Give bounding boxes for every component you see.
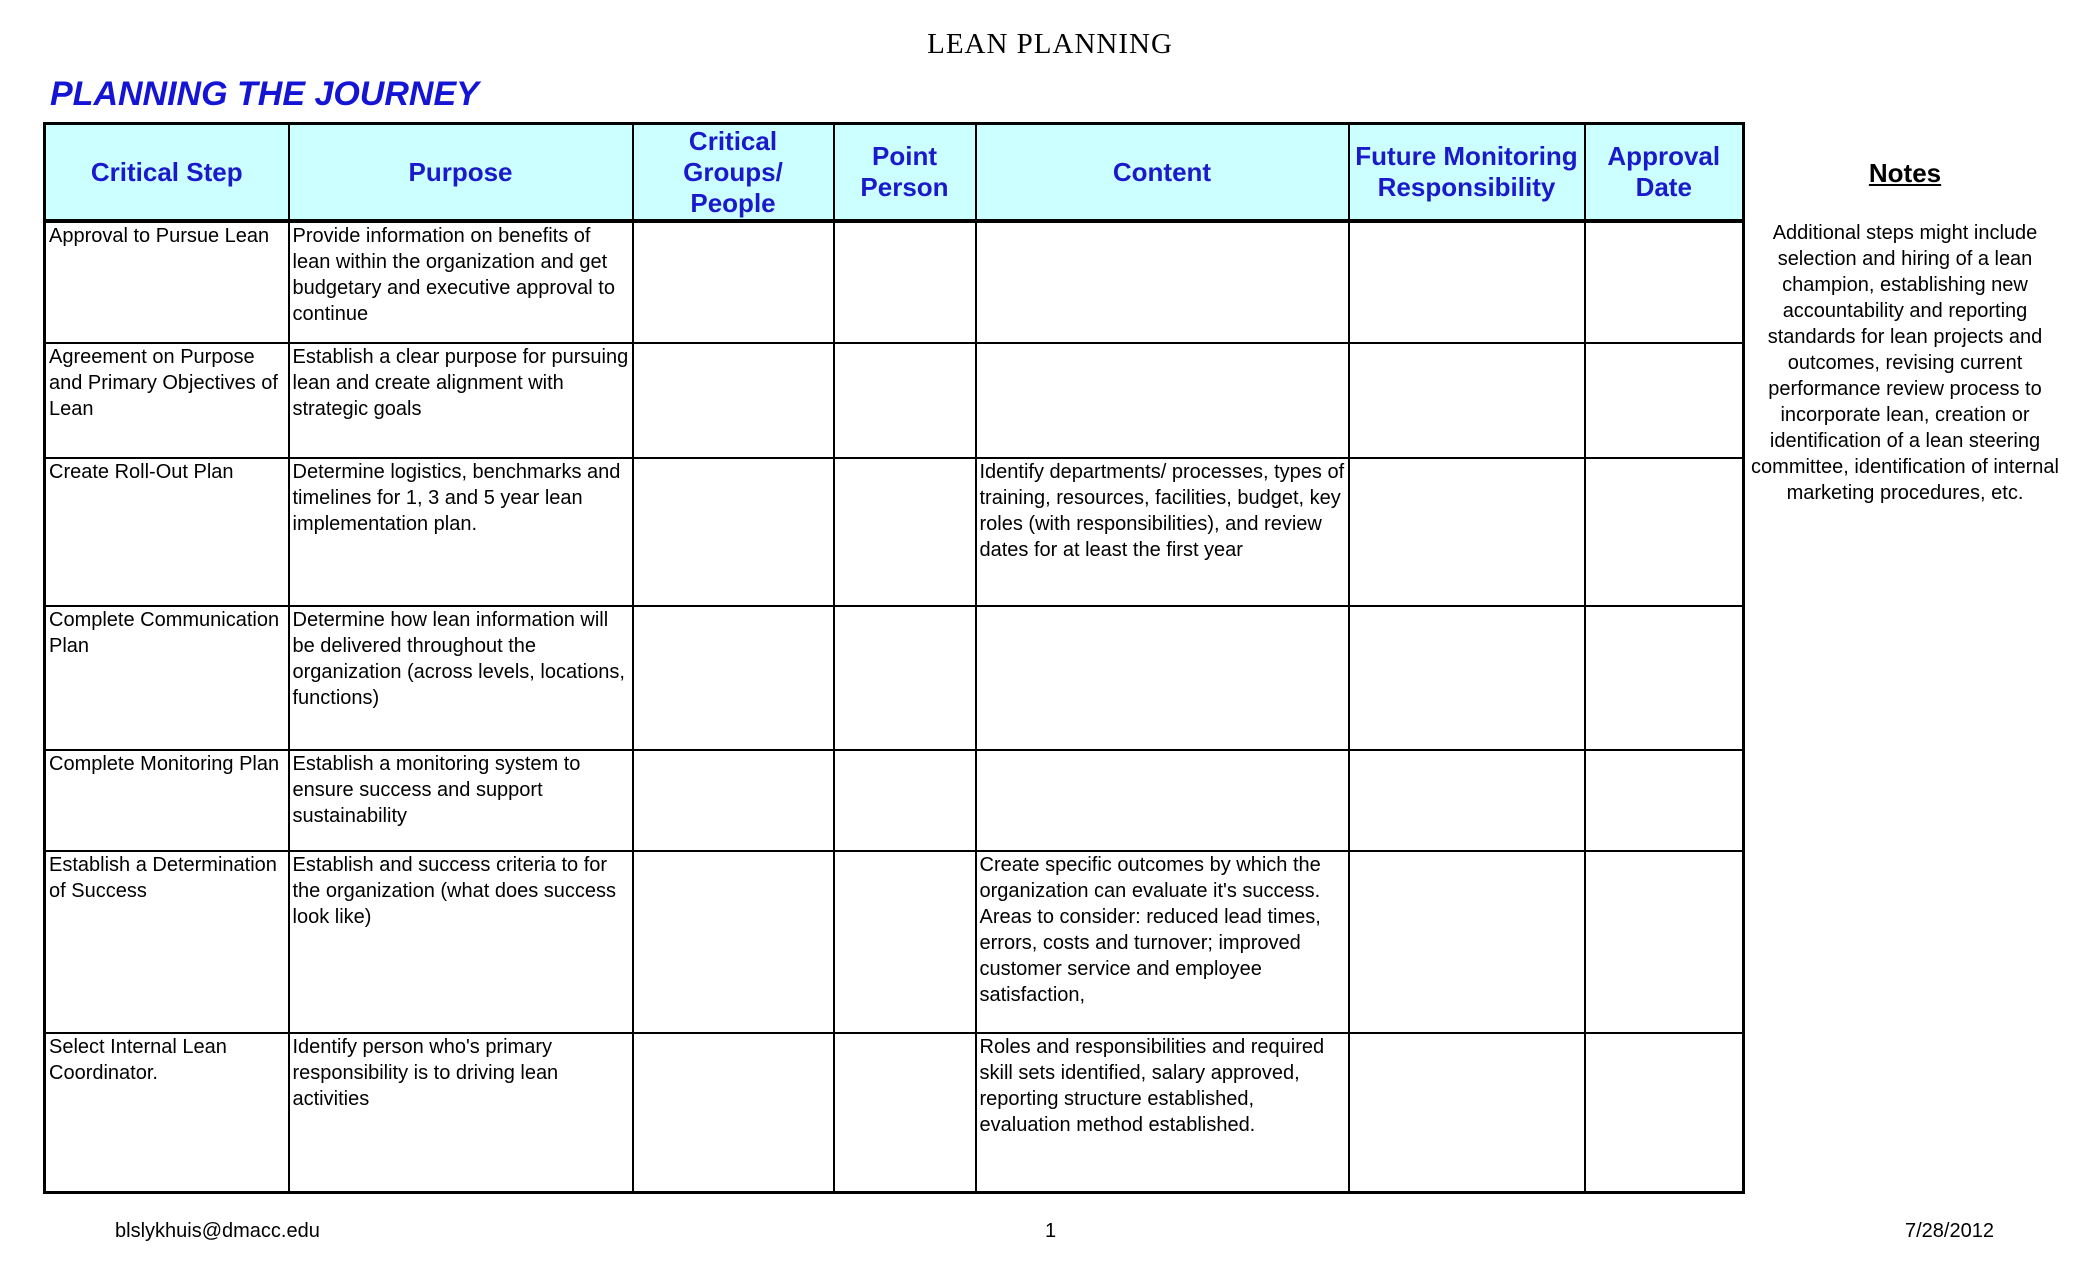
footer-email: blslykhuis@dmacc.edu [115, 1220, 320, 1242]
table-row [45, 221, 1744, 343]
cell-content [976, 343, 1349, 458]
cell-future-monitoring [1349, 458, 1585, 606]
cell-purpose: Provide information on benefits of lean within the organization and get budgetary and executive approval to continue [289, 221, 633, 343]
cell-critical-groups [633, 606, 834, 750]
document-title: LEAN PLANNING [927, 28, 1173, 60]
cell-content: Create specific outcomes by which the organization can evaluate it's success. Areas to consider: reduced lead times, errors, costs and turnover; improved customer service and employee satisfaction, [976, 851, 1349, 1033]
cell-purpose: Establish and success criteria to for the organization (what does success look like) [289, 851, 633, 1033]
cell-purpose: Identify person who's primary responsibility is to driving lean activities [289, 1033, 633, 1192]
section-title: PLANNING THE JOURNEY [50, 75, 479, 113]
cell-point-person [834, 750, 976, 851]
cell-approval-date [1585, 1033, 1744, 1192]
cell-content [976, 750, 1349, 851]
header-purpose: Purpose [289, 124, 633, 222]
header-approval-date: Approval Date [1585, 124, 1744, 222]
cell-approval-date [1585, 221, 1744, 343]
cell-critical-groups [633, 343, 834, 458]
cell-future-monitoring [1349, 221, 1585, 343]
cell-critical-groups [633, 1033, 834, 1192]
table-header-row [45, 124, 1744, 222]
lean-planning-table [43, 122, 1745, 1194]
cell-approval-date [1585, 851, 1744, 1033]
cell-future-monitoring [1349, 851, 1585, 1033]
table-row [45, 851, 1744, 1033]
cell-critical-groups [633, 851, 834, 1033]
cell-future-monitoring [1349, 750, 1585, 851]
cell-critical-step: Select Internal Lean Coordinator. [45, 1033, 289, 1192]
cell-critical-step: Complete Communication Plan [45, 606, 289, 750]
cell-critical-groups [633, 750, 834, 851]
cell-content [976, 221, 1349, 343]
cell-point-person [834, 458, 976, 606]
cell-purpose: Determine how lean information will be delivered throughout the organization (across levels, locations, functions) [289, 606, 633, 750]
cell-point-person [834, 221, 976, 343]
header-future-monitoring: Future Monitoring Responsibility [1349, 124, 1585, 222]
table-row [45, 750, 1744, 851]
footer-page-number: 1 [1045, 1220, 1057, 1242]
header-critical-step: Critical Step [45, 124, 289, 222]
cell-critical-step: Approval to Pursue Lean [45, 221, 289, 343]
cell-point-person [834, 606, 976, 750]
cell-point-person [834, 851, 976, 1033]
table-row [45, 1033, 1744, 1192]
notes-body: Additional steps might include selection and hiring of a lean champion, establishing new accountability and reporting standards for lean projects and outcomes, revising current performance review process to incorporate lean, creation or identification of a lean steering committee, identification of internal marketing procedures, etc. [1751, 222, 2059, 504]
cell-future-monitoring [1349, 343, 1585, 458]
cell-content: Roles and responsibilities and required skill sets identified, salary approved, reporting structure established, evaluation method established. [976, 1033, 1349, 1192]
cell-purpose: Determine logistics, benchmarks and timelines for 1, 3 and 5 year lean implementation plan. [289, 458, 633, 606]
footer-date: 7/28/2012 [1905, 1220, 1994, 1242]
table-row [45, 458, 1744, 606]
cell-approval-date [1585, 750, 1744, 851]
cell-critical-step: Create Roll-Out Plan [45, 458, 289, 606]
cell-purpose: Establish a monitoring system to ensure success and support sustainability [289, 750, 633, 851]
cell-future-monitoring [1349, 1033, 1585, 1192]
header-content: Content [976, 124, 1349, 222]
cell-critical-groups [633, 221, 834, 343]
cell-content [976, 606, 1349, 750]
cell-critical-step: Establish a Determination of Success [45, 851, 289, 1033]
table-row [45, 343, 1744, 458]
cell-point-person [834, 1033, 976, 1192]
cell-approval-date [1585, 343, 1744, 458]
header-critical-groups: Critical Groups/ People [633, 124, 834, 222]
cell-content: Identify departments/ processes, types of training, resources, facilities, budget, key roles (with responsibilities), and review dates for at least the first year [976, 458, 1349, 606]
table-row [45, 606, 1744, 750]
cell-critical-step: Complete Monitoring Plan [45, 750, 289, 851]
header-point-person: Point Person [834, 124, 976, 222]
cell-approval-date [1585, 458, 1744, 606]
notes-heading: Notes [1868, 158, 1942, 188]
cell-purpose: Establish a clear purpose for pursuing lean and create alignment with strategic goals [289, 343, 633, 458]
cell-future-monitoring [1349, 606, 1585, 750]
cell-critical-groups [633, 458, 834, 606]
cell-approval-date [1585, 606, 1744, 750]
cell-point-person [834, 343, 976, 458]
cell-critical-step: Agreement on Purpose and Primary Objectives of Lean [45, 343, 289, 458]
